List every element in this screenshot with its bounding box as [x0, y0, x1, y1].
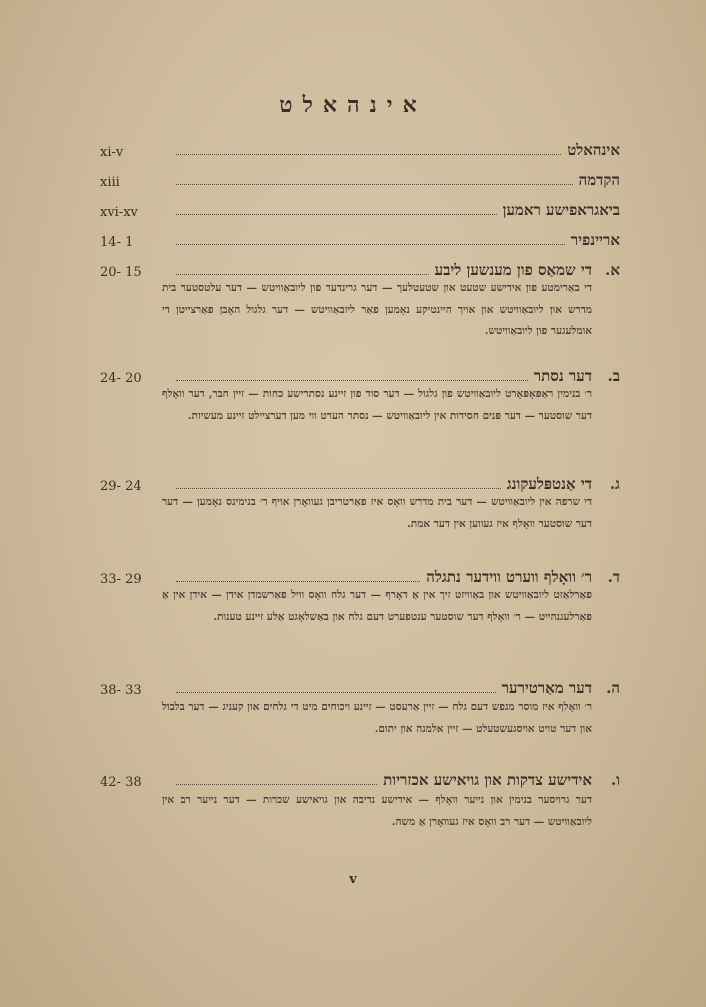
leader-dots	[176, 273, 429, 275]
chapter-number: א.	[605, 261, 620, 279]
toc-chapter-entry[interactable]	[100, 472, 620, 494]
entry-title: אינהאלט	[567, 141, 620, 159]
toc-entry[interactable]	[100, 168, 620, 190]
chapter-number: ג.	[609, 475, 620, 493]
toc-entry[interactable]	[100, 198, 620, 220]
page-range: xi-v	[100, 145, 124, 160]
chapter-summary: ר׳ וואָלף איז מוסר מנפש דעם גלח — זיין אַרעסט — זיינע ויכוחים מיט די גלחים און קעניג — דער בלבול און דער טויט אויסגעשטעלט — זיין אלמנה און יתום.	[162, 701, 592, 735]
chapter-summary: די באַרימטע פון אידישע שטעט און שטעטלעך — דער גרינדער פון ליובאַוויטש — דער עלטסטער בית מדרש און ליובאַוויטש און אויך היינטיקע נאָמען פאַר ליובאַוויטש — דער גלגול האָבן פאַרצייטן די אומלעגער פון ליובאַוויטש.	[162, 282, 592, 337]
toc-chapter-entry[interactable]	[100, 565, 620, 587]
entry-title: אריינפיר	[570, 231, 620, 249]
toc-chapter-entry[interactable]	[100, 364, 620, 386]
chapter-title: אידישע צדקות און גויאישע אכזריות	[383, 771, 592, 789]
leader-dots	[176, 379, 528, 381]
chapter-title: די שמאַס פון מענשען ליבע	[434, 261, 592, 279]
page-range: 42- 38	[100, 775, 142, 790]
toc-entry[interactable]	[100, 138, 620, 160]
chapter-summary: די שרפה אין ליובאַוויטש — דער בית מדרש וואָס איז פאַרטריבן געוואָרן אויף ר׳ בנימינס נאָמען — דער דער שוסטער וואָלף איז געווען אין דער אמת.	[162, 496, 592, 530]
page-range: 33- 29	[100, 572, 142, 587]
leader-dots	[176, 243, 565, 245]
chapter-number: ב.	[607, 367, 620, 385]
chapter-title: די אַנטפּלעקונג	[506, 475, 592, 493]
page-range: xiii	[100, 175, 120, 190]
leader-dots	[176, 487, 501, 489]
page-range: 20- 15	[100, 265, 142, 280]
page-range: 14- 1	[100, 235, 134, 250]
page-title: אינהאלט	[279, 92, 427, 118]
entry-title: הקדמה	[578, 171, 620, 189]
chapter-number: ו.	[610, 771, 620, 789]
leader-dots	[176, 183, 573, 185]
chapter-summary: פאַרלאַזט ליובאַוויטש און באַוויזט זיך אין אַ דאָרף — דער גלח וואָס וויל פאַרשמדן אידן — אידן אין אַ פאַרלעגנהייט — ר׳ וואָלף דער שוסטער ענטפערט דעם גלח און באַשלאָגט אַלע זיינע טענות.	[162, 589, 592, 623]
chapter-number: ד.	[607, 568, 620, 586]
chapter-number: ה.	[606, 679, 620, 697]
page-range: 29- 24	[100, 479, 142, 494]
page-range: 38- 33	[100, 683, 142, 698]
leader-dots	[176, 691, 496, 693]
page-range: xvi-xv	[100, 205, 138, 220]
leader-dots	[176, 213, 497, 215]
chapter-summary: ר׳ בנימין ראַפּאָפּאָרט ליובאַוויטש פון גלגול — דער סוד פון זיינע נסתרישע כחות — זיין חבר, דער וואָלף דער שוסטער — דער פּנים חסידות אין ליובאַוויטש — נסתר הערט ווי מען דערציילט זיינע מעשיות.	[162, 388, 592, 422]
toc-chapter-entry[interactable]	[100, 768, 620, 790]
entry-title: ביאגראפישע ראמען	[502, 201, 620, 219]
leader-dots	[176, 783, 377, 785]
leader-dots	[176, 580, 420, 582]
chapter-summary: דער גרויסער בנימין און נייער וואָלף — אידישע נדיבה און גויאישע שכרות — דער נייער רב אין ליובאַוויטש — דער רב וואָס איז געוואָרן אַ משה.	[162, 794, 592, 828]
toc-chapter-entry[interactable]	[100, 676, 620, 698]
toc-chapter-entry[interactable]	[100, 258, 620, 280]
page-range: 24- 20	[100, 371, 142, 386]
chapter-title: ר׳ וואָלף ווערט ווידער נתגלה	[426, 568, 592, 586]
page-number: v	[349, 872, 357, 887]
toc-entry[interactable]	[100, 228, 620, 250]
chapter-title: דער נסתר	[533, 367, 592, 385]
chapter-title: דער מאַרטירער	[501, 679, 592, 697]
leader-dots	[176, 153, 561, 155]
